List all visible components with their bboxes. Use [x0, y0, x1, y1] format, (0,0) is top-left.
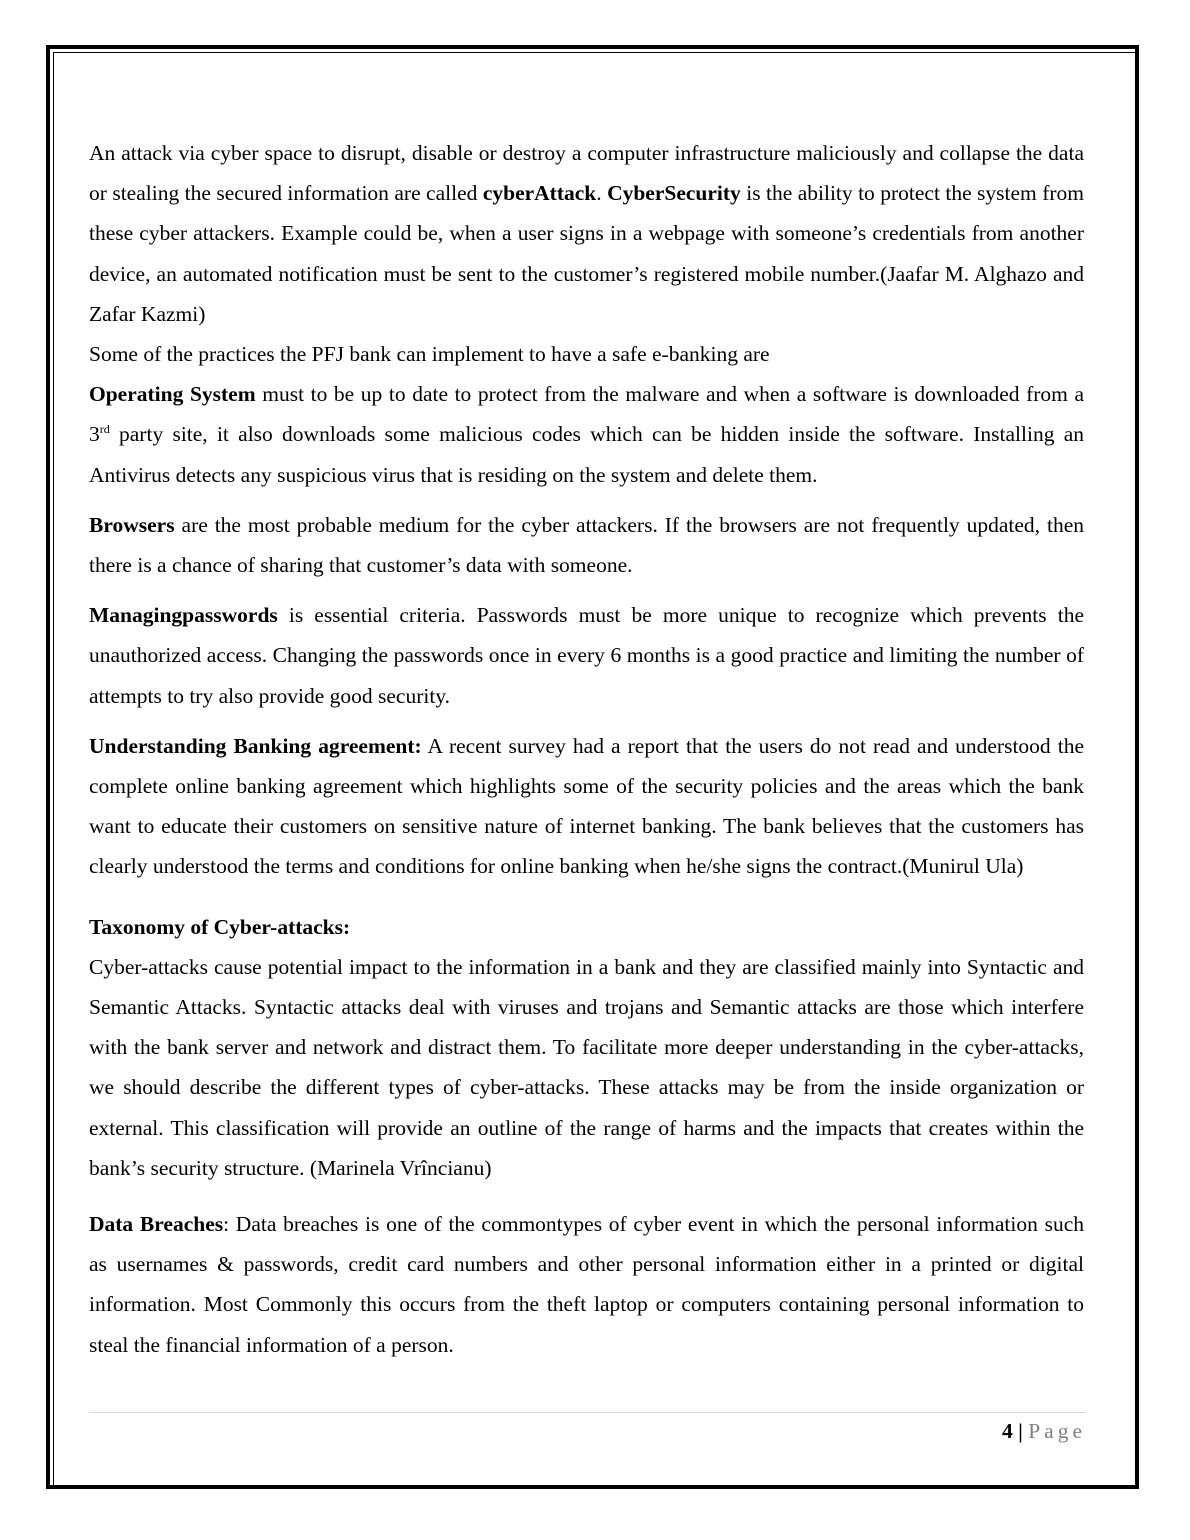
- term-cybersecurity: CyberSecurity: [607, 181, 741, 206]
- term-browsers: Browsers: [89, 512, 175, 537]
- footer-divider: [89, 1412, 1086, 1413]
- footer-separator: |: [1012, 1419, 1029, 1443]
- paragraph-taxonomy: Cyber-attacks cause potential impact to the information in a bank and they are classified mainly into Syntactic and Semantic Attacks. Syntactic attacks deal with viruses and trojans and Semantic attacks are those which interfere with the bank server and network and distract them. To facilitate more deeper understanding in the cyber-attacks, we should describe the different types of cyber-attacks. These attacks may be from the inside organization or external. This classification will provide an outline of the range of harms and the impacts that creates within the bank’s security structure. (Marinela Vrîncianu): [89, 954, 1084, 1180]
- paragraph-banking-agreement: Understanding Banking agreement: A recent survey had a report that the users do not read and understood the complete online banking agreement which highlights some of the security policies and the areas which the bank want to educate their customers on sensitive nature of internet banking. The bank believes that the customers has clearly understood the terms and conditions for online banking when he/she signs the contract.(Munirul Ula): [89, 733, 1085, 879]
- term-managing-passwords: Managingpasswords: [89, 603, 278, 628]
- term-banking-agreement: Understanding Banking agreement:: [89, 733, 422, 758]
- paragraph-data-breaches: Data Breaches: Data breaches is one of the commontypes of cyber event in which the personal information such as usernames & passwords, credit card numbers and other personal information either in a printed or digital information. Most Commonly this occurs from the theft laptop or computers containing personal information to steal the financial information of a person.: [89, 1212, 1084, 1357]
- paragraph-cyberattack-definition: An attack via cyber space to disrupt, disable or destroy a computer infrastructure maliciously and collapse the data or stealing the secured information are called cyberAttack. CyberSecurity is the ability to protect the system from these cyber attackers. Example could be, when a user signs in a webpage with someone’s credentials from another device, an automated notification must be sent to the customer’s registered mobile number.(Jaafar M. Alghazo and Zafar Kazmi): [89, 141, 1085, 326]
- page-label: Page: [1028, 1419, 1086, 1443]
- paragraph-operating-system: Operating System must to be up to date to protect from the malware and when a software is downloaded from a 3rd party site, it also downloads some malicious codes which can be hidden inside the software. Installing an Antivirus detects any suspicious virus that is residing on the system and delete them.: [89, 382, 1084, 487]
- page-footer: [1002, 1415, 1086, 1447]
- document-body: [89, 133, 1084, 1365]
- paragraph-managing-passwords: Managingpasswords is essential criteria. Passwords must be more unique to recognize which prevents the unauthorized access. Changing the passwords once in every 6 months is a good practice and limiting the number of attempts to try also provide good security.: [89, 603, 1084, 708]
- page-number: 4: [1001, 1419, 1013, 1443]
- term-operating-system: Operating System: [89, 382, 256, 407]
- term-cyberattack: cyberAttack: [482, 181, 597, 206]
- term-data-breaches: Data Breaches: [89, 1212, 224, 1237]
- superscript-rd: rd: [99, 422, 110, 437]
- paragraph-practices-intro: Some of the practices the PFJ bank can implement to have a safe e-banking are: [89, 342, 770, 367]
- section-heading-taxonomy: Taxonomy of Cyber-attacks:: [89, 914, 351, 939]
- paragraph-browsers: Browsers are the most probable medium for the cyber attackers. If the browsers are not frequently updated, then there is a chance of sharing that customer’s data with someone.: [89, 512, 1084, 578]
